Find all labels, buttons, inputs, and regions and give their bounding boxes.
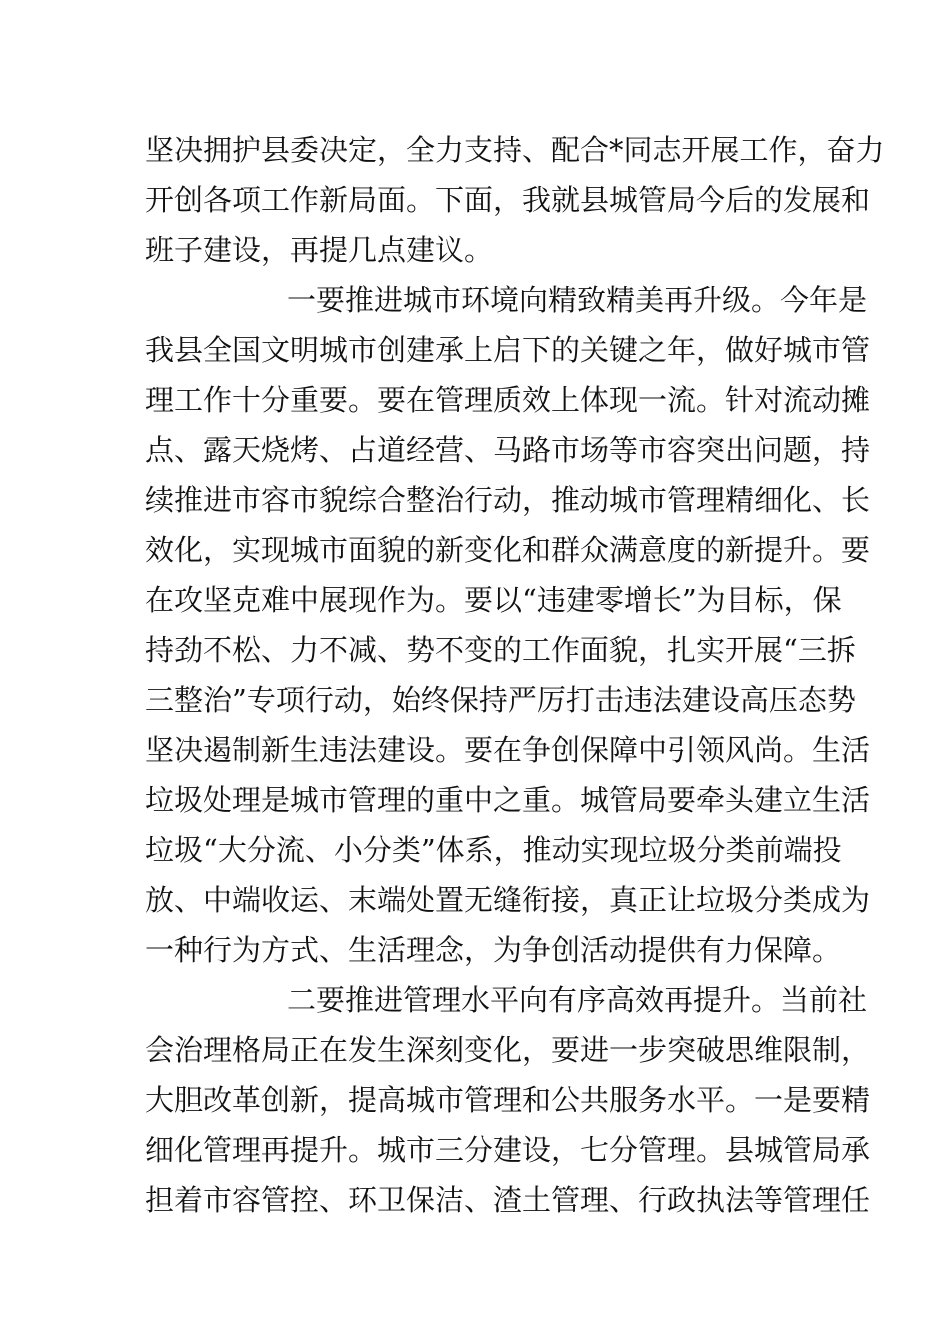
text-line: 放、中端收运、末端处置无缝衔接，真正让垃圾分类成为 — [145, 883, 871, 917]
text-line: 效化，实现城市面貌的新变化和群众满意度的新提升。要 — [145, 533, 871, 567]
text-line: 大胆改革创新，提高城市管理和公共服务水平。一是要精 — [145, 1083, 871, 1117]
text-line: 三整治”专项行动，始终保持严厉打击违法建设高压态势 — [145, 683, 856, 717]
text-line: 一种行为方式、生活理念，为争创活动提供有力保障。 — [145, 933, 842, 967]
text-line: 理工作十分重要。要在管理质效上体现一流。针对流动摊 — [145, 383, 871, 417]
section-heading-line: 二要推进管理水平向有序高效再提升。当前社 — [287, 983, 868, 1017]
text-line: 会治理格局正在发生深刻变化，要进一步突破思维限制， — [145, 1033, 871, 1067]
text-line: 垃圾“大分流、小分类”体系，推动实现垃圾分类前端投 — [145, 833, 842, 867]
text-line: 我县全国文明城市创建承上启下的关键之年，做好城市管 — [145, 333, 871, 367]
text-line: 在攻坚克难中展现作为。要以“违建零增长”为目标，保 — [145, 583, 842, 617]
section-heading-line: 一要推进城市环境向精致精美再升级。今年是 — [287, 283, 868, 317]
text-line: 班子建设，再提几点建议。 — [145, 233, 494, 267]
text-line: 垃圾处理是城市管理的重中之重。城管局要牵头建立生活 — [145, 783, 871, 817]
text-line: 细化管理再提升。城市三分建设，七分管理。县城管局承 — [145, 1133, 871, 1167]
text-line: 担着市容管控、环卫保洁、渣土管理、行政执法等管理任 — [145, 1183, 871, 1217]
text-line: 点、露天烧烤、占道经营、马路市场等市容突出问题，持 — [145, 433, 871, 467]
text-line: 持劲不松、力不减、势不变的工作面貌，扎实开展“三拆 — [145, 633, 856, 667]
text-line: 开创各项工作新局面。下面，我就县城管局今后的发展和 — [145, 183, 871, 217]
text-line: 续推进市容市貌综合整治行动，推动城市管理精细化、长 — [145, 483, 871, 517]
text-line: 坚决拥护县委决定，全力支持、配合*同志开展工作，奋力 — [145, 133, 885, 167]
text-line: 坚决遏制新生违法建设。要在争创保障中引领风尚。生活 — [145, 733, 871, 767]
